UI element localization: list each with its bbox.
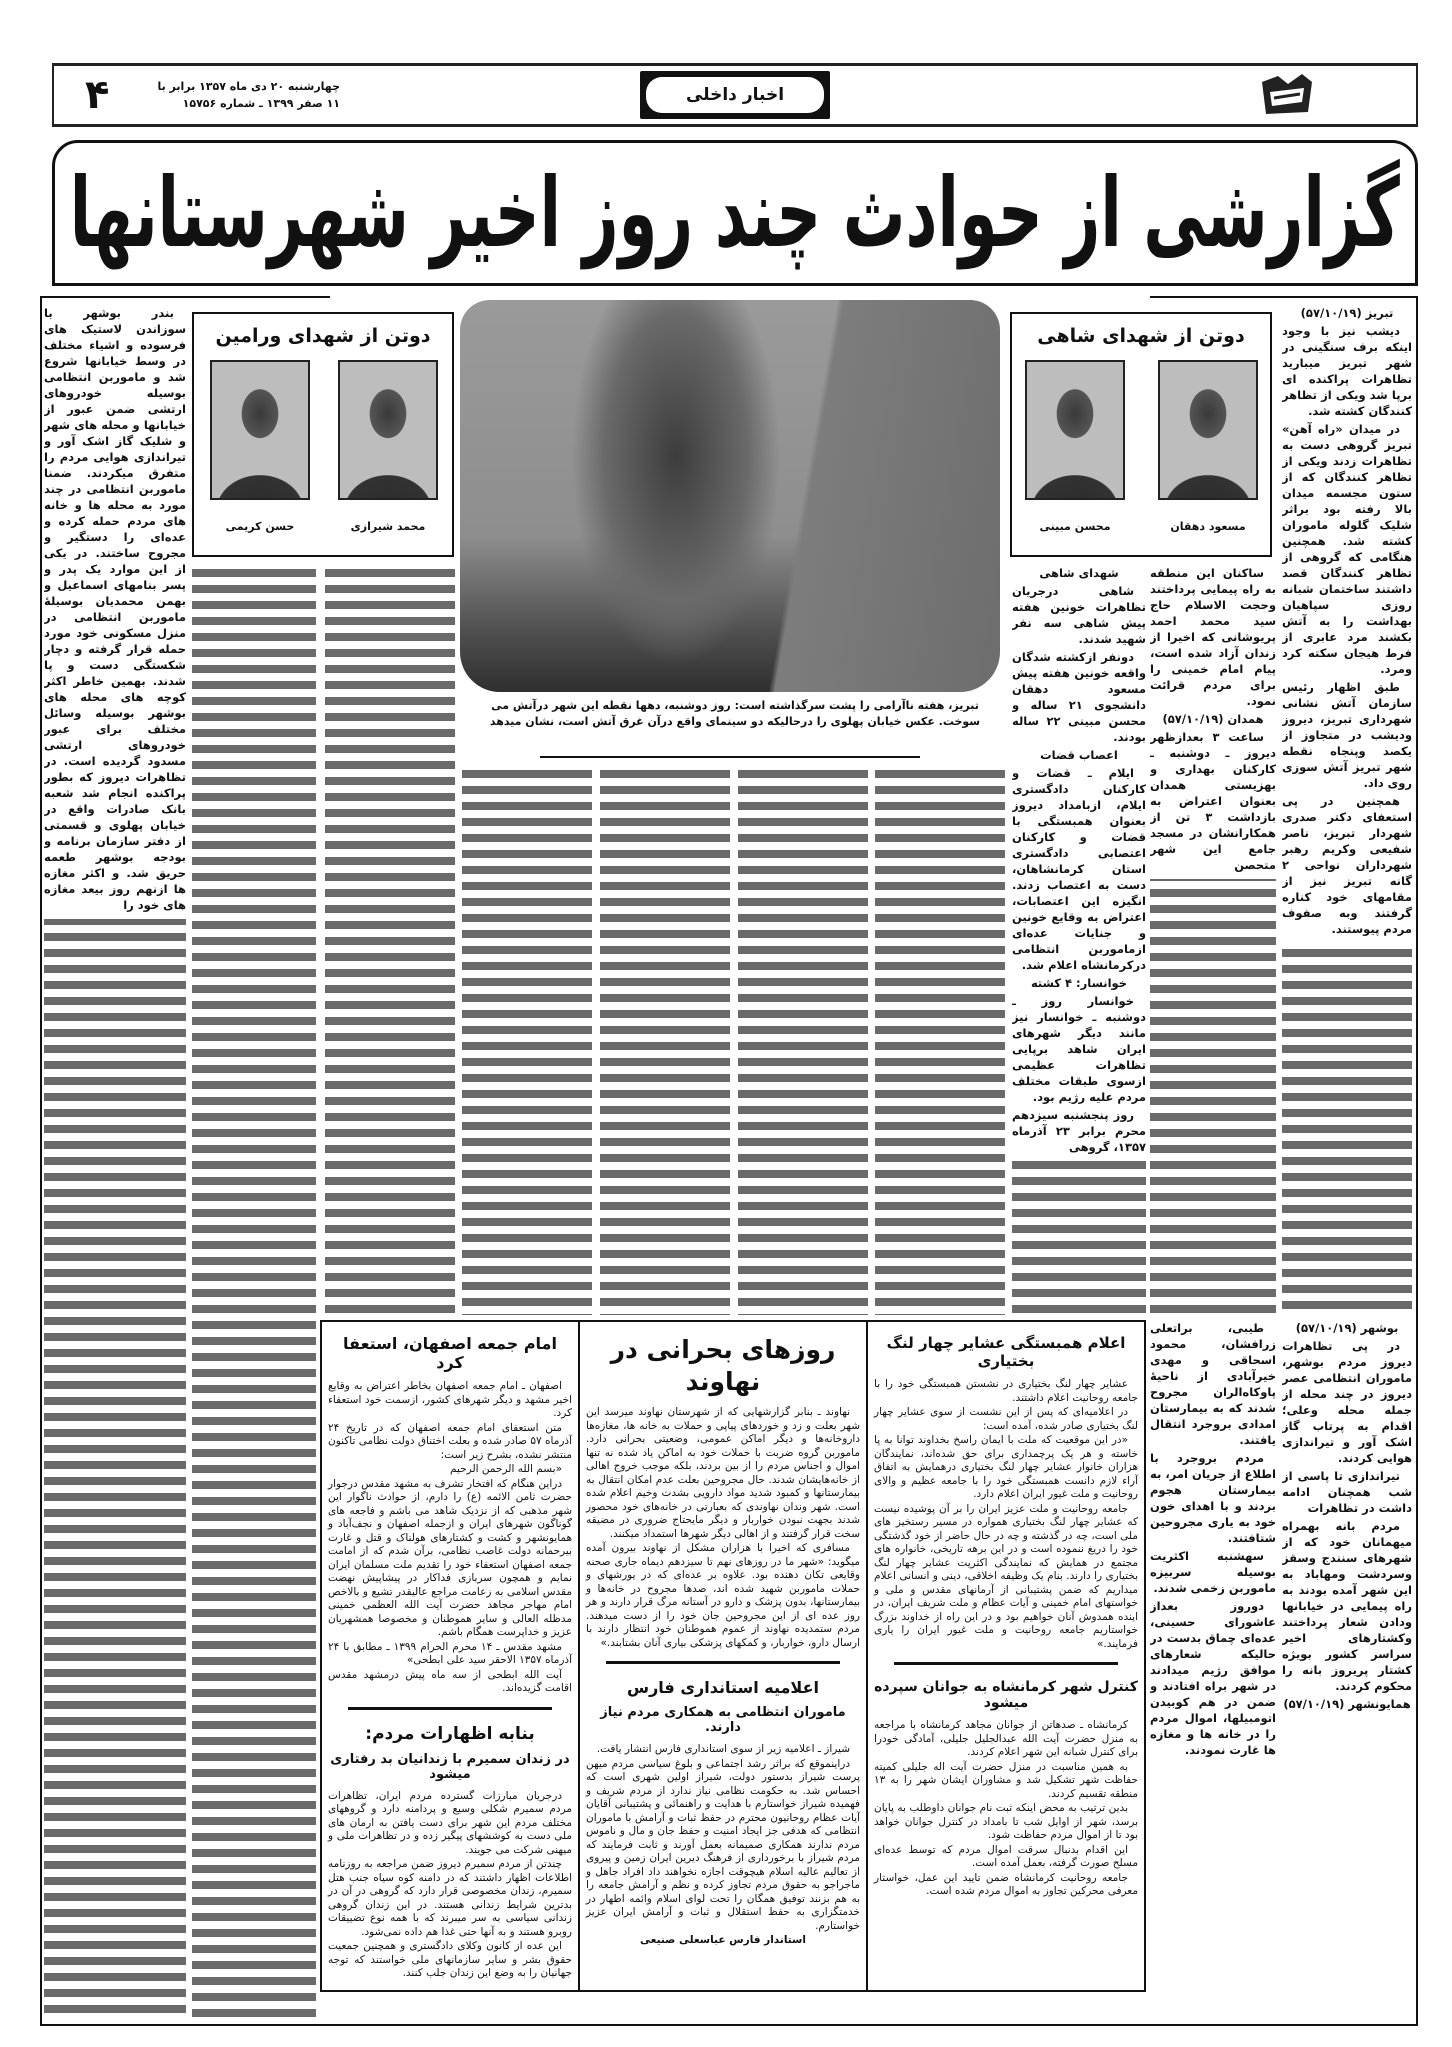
portrait-photo (1025, 360, 1125, 500)
column-borujerd: طیبی، براتعلی زرافشان، محمود اسحاقی و مهدی خیرآبادی از ناحیهٔ پاوکاه‌الران مجروح شدند که به بیمارستان امدادی بروجرد انتقال یافتند. مردم بروجرد با اطلاع از جریان امر، به بیمارستان هجوم بردند و با اهدای خون خود به یاری مجروحین شتافتند. سهشنبه اکثریت بوسیله سربیزه ماموربن زخمی شدند. دوروز بعداز عاشورای حسینی، عده‌ای چماق بدست در حالیکه شعارهای موافق رژیم میدادند در شهر براه افتادند و ضمن در هم کوبیدن اتومبیلها، اموال مردم را در خانه ها و مغازه ها غارت نمودند. (1150, 1320, 1276, 2020)
portrait-name: حسن کریمی (225, 520, 295, 533)
article-kermanshah: کرمانشاه ـ صدهاتن از جوانان مجاهد کرمانشاه با مراجعه به منزل حضرت آیت الله عبدالجلیل جلیلی، آمادگی خودرا برای کنترل شبانه این شهر اعلام کردند. به همین مناسبت در منزل حضرت آیت اله جلیلی کمیته حفاظت شهر تشکیل شد و مشاوران ایشان شهر را به ۱۳ منطقه تقسیم کردند. بدین ترتیب به محض اینکه ثبت نام جوانان داوطلب به پایان برسد، شهر از اوایل شب تا بامداد در کنترل جوانان خواهد بود تا از اموال مردم حفاظت شود. این اقدام بدنبال سرقت اموال مردم که توسط عده‌ای مسلح صورت گرفته، بعمل آمده است. جامعه روحانیت کرمانشاه ضمن تایید این عمل، خواستار معرفی محرکین تجاوز به اموال مردم شده است. (874, 1719, 1138, 1897)
page-number: ۴ (85, 72, 110, 118)
portrait-photo (1158, 360, 1258, 500)
article-bakhtiari: عشایر چهار لنگ بختیاری در نشستن همبستگی خود را با جامعه روحانیت اعلام داشتند. در اعلامیه‌ای که پس از این نشست از سوی عشایر چهار لنگ بختیاری صادر شده، آمده است: «در این موقعیت که ملت با ایمان راسخ بخداوند توانا به پا خاسته و هر یک پرچمداری برای حق شده‌اند، نمایندگان هزاران خانوار عشایر چهار لنگ بختیاری درهمایش به اتفاق آراء لازم دانست همبستگی خود را با جامعه عظیم و والای روحانیت و ملت غیور ایران اعلام دارد. جامعه روحانیت و ملت عزیز ایران را بر آن پوشیده نیست که عشایر چهار لنگ بختیاری همواره در مسیر رستخیز های ملی است، چه در گذشته و چه در حال حاضر از خود گذشتگی خود را دریغ ننموده است و در این برهه تاریخی، خانواره های مجتمع در همایش که نمایندگی اکثریت عشایر چهار لنگ بختیاری را دارند. بنام یک وظیفه اخلاقی، دینی و انسانی اعلام میداریم که ضمن پشتیبانی از آرمانهای مقدس و ملی و خواستهای امام خمینی و آیات عظام و ملت شریف ایران، در اینده همدوش آنان خواهیم بود و در این راه از خداوند بزرگ خواستاریم جامعه روحانیت و ملت غیور ایران را یاری فرمایند.» (874, 1378, 1138, 1650)
column-text (600, 766, 730, 1315)
article-esfahan-imam: اصفهان ـ امام جمعه اصفهان بخاطر اعتراض به وقایع اخیر مشهد و دیگر شهرهای کشور، ازسمت خود استعفاء کرد. متن استعفای امام جمعه اصفهان که در تاریخ ۲۴ آذرماه ۵۷ صادر شده و بعلت اختناق دولت نظامی تاکنون منتشر نشده، بشرح زیر است: «بسم الله الرحمن الرحیم دراین هنگام که افتخار تشرف به مشهد مقدس درجوار حضرت ثامن الائمه (ع) را دارم، از حوادث ناگوار این شهر مذهبی که از نزدیک شاهد می باشم و فاجعه های گوناگون شهرهای ایران و ازجمله اصفهان و نجف‌آباد و همایونشهر و کشت و کشتارهای هولناک و قتل و غارت بیرحمانه دولت غاصب نظامی، برآن شدم که از امامت جمعه اصفهان استعفاء خود را تقدیم ملت مسلمان ایران نمایم و همچون سربازی فداکار در پیشاپیش نهضت مقدس اسلامی به زعامت مراجع عالیقدر تشیع و بالاخص امام مهاجر مجاهد حضرت آیت الله العظمی خمینی مدظله العالی و سایر هموطنان و مخصوصا همشهریان عزیز و خداپرست همگام باشم. مشهد مقدس ـ ۱۴ محرم الحرام ۱۳۹۹ ـ مطابق با ۲۴ آذرماه ۱۳۵۷ الاحقر سید علی ابطحی» آیت الله ابطحی از سه ماه پیش درمشهد مقدس اقامت گزیده‌اند. (328, 1380, 572, 1694)
article-title: اعلام همبستگی عشایر چهار لنگ بختیاری (886, 1334, 1126, 1370)
column-hamedan: ساکنان این منطقه به راه پیمایی پرداختند وحجت الاسلام حاج سید محمد احمد پریوشانی که اخیرا از زندان آزاد شده است، پیام امام خمینی را برای مردم قرائت نمود. همدان (۵۷/۱۰/۱۹) ساعت ۳ بعدازظهر دیروز ـ دوشنبه ـ کارکنان بهداری و بهزیستی همدان بعنوان اعتراض به بازداشت ۳ تن از همکارانشان در مسجد جامع این شهر متحصن (1150, 565, 1276, 1315)
article-semirom: درجریان مبارزات گسترده مردم ایران، تظاهرات مردم سمیرم شکلی وسیع و پردامنه دارد و گروههای مختلف مردم این شهر برای دست یافتن به ارمان های ملی دست به کوششهای پیگیر زده و در تظاهرات ملی و میهنی شرکت می جویند. چندتن از مردم سمیرم دیروز ضمن مراجعه به روزنامه اطلاعات اظهار داشتند که در دامنه کوه سیاه جنب هتل سمیرم، زندان مخصوصی قرار دارد که گروهی در آن در بدترین شرایط زندانی هستند. در این زندان گروهی زندانی سیاسی به سر میبرند که با همه نوع تضییقات روبرو هستند و به آنها حتی غذا هم داده نمی‌شود. این عده از کانون وکلای دادگستری و همچنین جمعیت حقوق بشر و سایر سازمانهای ملی خواستند که توجه جهانیان را به وضع این زندان جلب کنند. (328, 1789, 572, 1979)
portrait-name: محمد شیرازی (350, 520, 426, 533)
bottom-column-middle (580, 1322, 868, 1990)
article-nahavand: نهاوند ـ بنابر گزارشهایی که از شهرستان نهاوند میرسد این شهر بعلت و زد و خوردهای پیاپی و حملات به خانه ها، مغازه‌ها داروخانه‌ها و دیگر اماکن عمومی، وضعیتی بحرانی دارد. ماموربن گروه ضربت با حملات خود به اماکن یاد شده نه تنها اموال و اجناس مردم را از بین بردند، بلکه موجب خروج اهالی از خانه‌هایشان شدند. حال مجروحین بعلت عدم امکان انتقال به بیمارستانها و کمبود شدید مواد دارویی بشدت وخیم اعلام شده است. شهر وندان نهاوندی که بعبارتی در خانه‌های خود محصور شدند بجهت نبودن خواربار و دیگر مایحتاج ضروری در مضیقه سخت قرار گرفتند و از اهالی دیگر شهرها استمداد میکنند. مسافری که اخیرا با هزاران مشکل از نهاوند بیرون آمده میگوید: «شهر ما در روزهای نهم تا سیزدهم دیماه جاری صحنه وقایعی تکان دهنده بود. علاوه بر عده‌ای که در یورشهای و حملات ماموربن شهید شده اند، صدها مجروح در خانه‌ها و بیمارستانها، بدون پزشک و دارو در آستانه مرگ قرار دارند و هر روز عده ای از این مجروحین جان خود را از دست میدهند. مردم ستمدیده نهاوند از عموم هموطنان خود انتظار دارند با ارسال دارو، خواربار، و کمکهای پزشکی بیاری آنان بشتابند.» (586, 1406, 860, 1649)
article-title: امام جمعه اصفهان، استعفا کرد (343, 1334, 557, 1372)
section-label: اخبار داخلی (640, 71, 830, 119)
bottom-articles-frame (320, 1320, 1146, 1992)
article-title: بنابه اظهارات مردم: (365, 1723, 535, 1744)
article-title: اعلامیه استانداری فارس (627, 1678, 819, 1697)
column-bushehr-2: بوشهر (۵۷/۱۰/۱۹) در پی تظاهرات دیروز مردم بوشهر، ماموران انتظامی عصر دیروز در چند محله از جمله محله وعلی؛ اقدام به پرتاب گاز اشک آور و تیراندازی هوایی کردند. تیراندازی تا پاسی از شب همچنان ادامه داشت در تظاهرات مردم بانه بهمراه میهمانان خود که از شهرهای سنندج وسقز وسردشت ومهاباد به این شهر آمده بودند به راه پیمایی در خیابانها ودادن شعار پرداختند وکشتارهای اخیر سراسر کشور بویژه کشتار پریروز بانه را محکوم کردند. همایونشهر (۵۷/۱۰/۱۹) (1282, 1320, 1412, 2020)
portrait-name: محسن مبینی (1039, 520, 1111, 533)
bottom-column-right (868, 1322, 1144, 1990)
divider (606, 1661, 840, 1664)
photo-box-title: دوتن از شهدای شاهی (1037, 325, 1245, 347)
article-fars: شیراز ـ اعلامیه زیر از سوی استانداری فارس انتشار یافت. دراینموقع که براثر رشد اجتماعی و بلوغ سیاسی مردم میهن پرست شیراز بدستور دولت، شیراز اولین شهری است که احساس شد. به حکومت نظامی نیاز ندارد از مردم شریف و فهمیده شیراز خواستارم با هدایت و راهنمائی و پشتیبانی آقایان آیات عظام روحانیون محترم در حفظ ثبات و آرامش با ماموران انتظامی که هدفی جز ایجاد امنیت و حفظ جان و مال و ناموس مردم ندارند همکاری صمیمانه بعمل آورند و ثابت فرمایند که مردم شیراز با برخورداری از فرهنگ دیرین ایران زمین و پیروی از تعالیم عالیه اسلام هیچوقت اجازه نخواهند داد افراد جاهل و ماجراجو به حقوق مردم تجاوز کرده و نظم و آرامش جامعه را به هم بزنند توفیق همگان را تحت لوای اسلام وائمه اطهار در خدمتگزاری به حفظ استقلال و ثبات و آرامش ایران عزیز خواستارم. استاندار فارس عباسعلی صنیعی (586, 1743, 860, 1946)
column-text (192, 565, 316, 2020)
divider (1150, 296, 1418, 298)
column-bushehr: بندر بوشهر با سوزاندن لاستیک های فرسوده و اشیاء مختلف در وسط خیابانها شروع شد و ماموربن انتظامی بوسیله خودروهای ارتشی ضمن عبور از خیابانها و محله های شهر و شلیک گاز اشک آور و تیراندازی هوایی مردم را متفرق میکردند. ضمنا ماموربن انتظامی در چند مورد به محله ها و خانه های مردم حمله کرده و عده‌ای را دستگیر و مجروح ساختند. در یکی از این موارد یک پدر و پسر بنامهای اسماعیل و بهمن محمدیان بوسیلهٔ ماموربن انتظامی در منزل مسکونی خود مورد حمله قرار گرفته و دچار شکستگی دست و پا شدند. بهمین خاطر اکثر کوچه های محله های بوشهر بوسیله وسائل مختلف برای عبور خودروهای ارتشی مسدود گردیده است. در تظاهرات دیروز که بطور پراکنده انجام شد شعبه بانک صادرات واقع در خیابان پهلوی و قسمتی از دفتر سازمان برنامه و بودجه بوشهر طعمه حریق شد. و اکثر مغازه ها ازنهم روز بیعد مغازه های خود را (44, 305, 186, 2020)
photo-caption: تبریز، هفته ناآرامی را پشت سرگذاشته است: روز دوشنبه، دهها نقطه این شهر درآتش می سوخت. عکس خیابان پهلوی را درحالیکه دو سینمای واقع درآن غرق آتش است، نشان میدهد (489, 699, 981, 728)
article-title: کنترل شهر کرمانشاه به جوانان سپرده میشود (874, 1679, 1138, 1711)
article-title: روزهای بحرانی در نهاوند (610, 1335, 836, 1396)
page-headline: گزارشی از حوادث چند روز اخیر شهرستانها (69, 157, 1401, 269)
column-text (462, 766, 592, 1315)
column-tabriz: تبریز (۵۷/۱۰/۱۹) دیشب نیز با وجود اینکه برف سنگینی در شهر تبریز میبارید تظاهرات پراکنده ای برپا شد ویکی از تظاهر کنندگان کشته شد. در میدان «راه آهن» تبریز گروهی دست به تظاهرات زدند ویکی از تظاهر کنندگان که از ستون مجسمه میدان بالا رفته بود براثر شلیک گلوله ماموران کشته شد. همچنین هنگامی که گروهی از تظاهر کنندگان قصد داشتند ساختمان شبانه روزی سپاهیان بهداشت را به آتش بکشند مرد عابری از فرط هیجان سکته کرد ومرد. طبق اظهار رئیس سازمان آتش نشانی شهرداری تبریز، دیروز ودیشب در متجاوز از یکصد وپنجاه نقطه شهر تبریز آتش سوزی روی داد. همچنین در پی استعفای دکتر صدری شهردار تبریز، ناصر شفیعی وکریم رهبر شهرداران نواحی ۲ گانه تبریز نیز از مقامهای خود کناره گرفتند وبه صفوف مردم پیوستند. (1282, 305, 1412, 1315)
column-text (738, 766, 868, 1315)
newspaper-logo (1258, 72, 1316, 118)
divider (894, 1662, 1118, 1665)
main-news-photo (460, 300, 1000, 692)
column-text (875, 766, 1005, 1315)
portrait-photo (210, 360, 310, 500)
column-shahi: شهدای شاهی شاهی درجریان تظاهرات خونین هفته پیش شاهی سه نفر شهید شدند. دونفر ازکشته شدگان واقعه خونین هفته پیش مسعود دهقان دانشجوی ۲۱ ساله و محسن مبینی ۲۲ ساله بودند. اعصاب قضات ایلام ـ قضات و کارکنان دادگستری ایلام، ازبامداد دیروز بعنوان همبستگی با قضات و کارکنان اعتصابی دادگستری استان کرمانشاهان، دست به اعتصاب زدند. انگیزه این اعتصابات، اعتراض به وقایع خونین و جنایات عده‌ای ازماموربن انتظامی درکرمانشاه اعلام شد. خوانسار: ۴ کشته خوانسار روز ـ دوشنبه ـ خوانسار نیز مانند دیگر شهرهای ایران شاهد برپایی تظاهرات عظیمی ازسوی طبقات مختلف مردم علیه رژیم بود. روز پنجشنبه سیزدهم محرم برابر ۲۳ آذرماه ۱۳۵۷، گروهی (1012, 565, 1146, 1315)
column-text (325, 565, 455, 1315)
divider (40, 296, 330, 298)
headline-area (62, 146, 1408, 280)
divider (540, 756, 920, 758)
article-subtitle: ماموران انتظامی به همکاری مردم نیاز دارند. (600, 1705, 846, 1735)
portrait-name: مسعود دهقان (1170, 520, 1246, 533)
portrait-photo (338, 360, 438, 500)
article-subtitle: در زندان سمیرم با زندانیان بد رفتاری میشود (330, 1751, 570, 1782)
bottom-column-left (322, 1322, 580, 1990)
issue-date: چهارشنبه ۲۰ دی ماه ۱۳۵۷ برابر با ۱۱ صفر ۱۳۹۹ ـ شماره ۱۵۷۵۶ (157, 80, 340, 110)
divider (348, 1707, 552, 1710)
photo-box-title: دوتن از شهدای ورامین (215, 325, 431, 347)
